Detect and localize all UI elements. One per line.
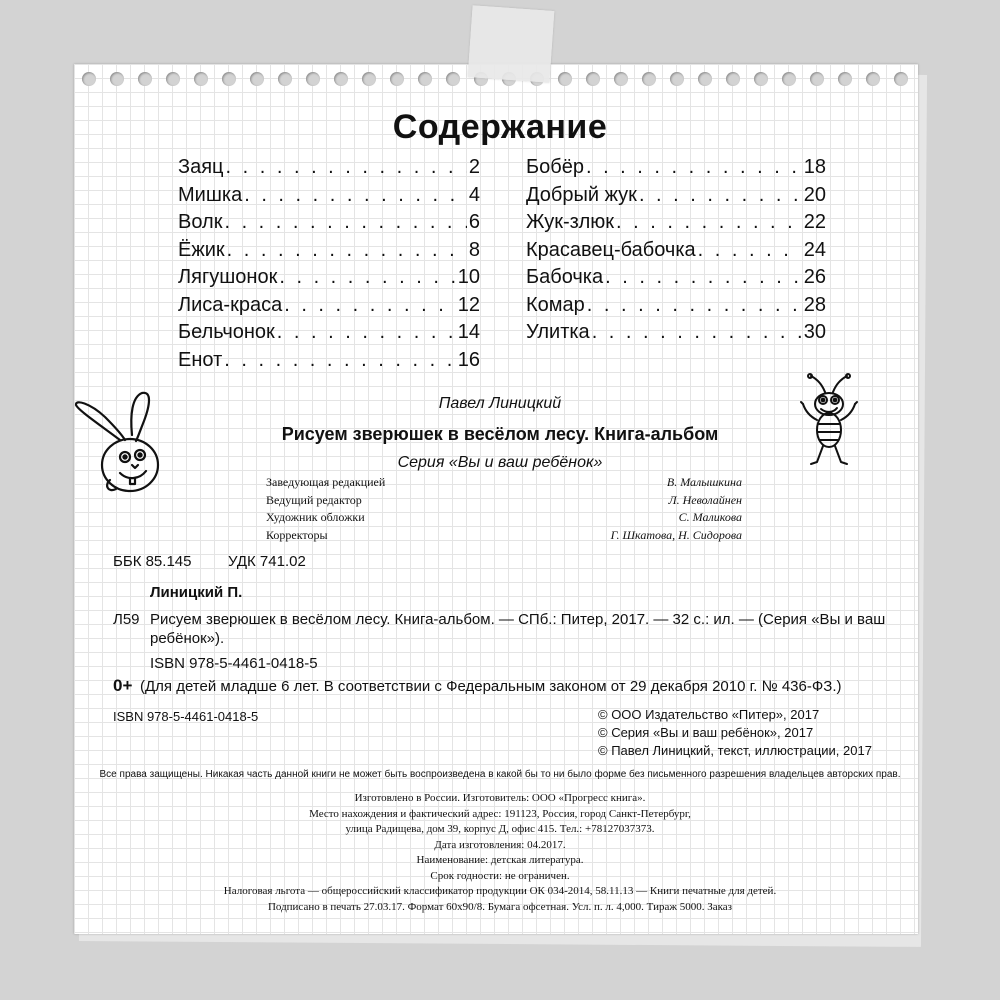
toc-entry-page: 24 — [803, 238, 826, 261]
binder-hole — [810, 72, 824, 86]
imprint-line: Изготовлено в России. Изготовитель: ООО «Прогресс книга». — [354, 792, 646, 804]
toc-entry-label: Ёжик — [178, 238, 225, 261]
udk-code: УДК 741.02 — [228, 553, 306, 570]
rights-notice: Все права защищены. Никакая часть данной книги не может быть воспроизведена в какой бы то ни было форме без письменного разрешения владельцев авторских прав. — [99, 769, 901, 780]
toc-entry-label: Добрый жук — [526, 183, 637, 206]
credit-row — [266, 475, 742, 493]
toc-entry-page: 14 — [457, 321, 480, 343]
toc-entry-page: 6 — [468, 211, 480, 233]
toc-dot-leader — [226, 156, 467, 179]
toc-entry-page: 4 — [468, 183, 480, 206]
toc-entry-label: Лягушонок — [178, 266, 278, 288]
binder-hole — [306, 72, 320, 86]
binder-hole — [194, 72, 208, 86]
binder-hole — [250, 72, 264, 86]
toc-entry — [178, 239, 480, 267]
binder-hole — [670, 72, 684, 86]
toc-entry — [526, 184, 826, 212]
credit-name: В. Малышкина — [666, 475, 742, 489]
binder-hole — [418, 72, 432, 86]
toc-entry — [178, 211, 480, 239]
imprint-line: улица Радищева, дом 39, корпус Д, офис 415. Тел.: +78127037373. — [345, 823, 655, 835]
binder-hole — [390, 72, 404, 86]
binder-hole — [838, 72, 852, 86]
imprint-line: Налоговая льгота — общероссийский классификатор продукции ОК 034-2014, 58.11.13 — Книги печатные для детей. — [223, 885, 777, 897]
toc-dot-leader — [616, 211, 802, 234]
credit-name: Г. Шкатова, Н. Сидорова — [610, 527, 742, 542]
toc-entry-label: Бобёр — [526, 156, 584, 178]
toc-entry-label: Бельчонок — [178, 321, 275, 343]
toc-dot-leader — [284, 294, 456, 317]
toc-dot-leader — [224, 211, 466, 234]
credit-name: С. Маликова — [678, 510, 742, 524]
binder-hole — [586, 72, 600, 86]
toc-entry-page: 2 — [468, 156, 480, 178]
toc-dot-leader — [244, 184, 467, 207]
toc-dot-leader — [639, 184, 802, 207]
toc-entry — [526, 239, 826, 267]
binder-hole — [558, 72, 572, 86]
toc-right-column — [526, 156, 826, 349]
toc-dot-leader — [698, 239, 802, 262]
binder-hole — [110, 72, 124, 86]
toc-entry — [178, 349, 480, 377]
copyright-line: © Серия «Вы и ваш ребёнок», 2017 — [598, 725, 814, 740]
binder-hole — [782, 72, 796, 86]
credit-row — [266, 493, 742, 511]
toc-entry-page: 18 — [803, 156, 826, 178]
binder-hole — [82, 72, 96, 86]
toc-dot-leader — [587, 294, 802, 317]
binder-hole — [754, 72, 768, 86]
imprint-line: Срок годности: не ограничен. — [430, 869, 570, 882]
book-title: Рисуем зверюшек в весёлом лесу. Книга-альбом — [281, 424, 719, 444]
toc-entry-page: 10 — [457, 266, 480, 288]
toc-entry-page: 16 — [457, 348, 480, 371]
imprint-line: Подписано в печать 27.03.17. Формат 60х90/8. Бумага офсетная. Усл. п. л. 4,000. Тираж 5000. Заказ — [267, 900, 733, 913]
toc-entry-label: Жук-злюк — [526, 211, 615, 233]
age-rating: 0+ — [113, 676, 133, 695]
credit-role: Ведущий редактор — [266, 492, 362, 507]
binder-hole — [446, 72, 460, 86]
copyright-line: © ООО Издательство «Питер», 2017 — [598, 707, 820, 722]
toc-dot-leader — [279, 266, 455, 289]
catalog-description-1: Рисуем зверюшек в весёлом лесу. Книга-альбом. — СПб.: Питер, 2017. — 32 с.: ил. — (Серия «Вы и ваш — [150, 611, 886, 628]
toc-dot-leader — [224, 349, 456, 372]
catalog-code: Л59 — [113, 611, 140, 628]
series-name: Серия «Вы и ваш ребёнок» — [397, 454, 603, 471]
binder-hole — [698, 72, 712, 86]
bbk-code: ББК 85.145 — [113, 553, 192, 570]
toc-entry-label: Красавец-бабочка — [526, 238, 696, 261]
toc-entry-page: 12 — [457, 293, 480, 316]
binder-hole — [726, 72, 740, 86]
author-name: Павел Линицкий — [438, 395, 562, 412]
credit-role: Корректоры — [266, 527, 328, 542]
toc-dot-leader — [227, 239, 467, 262]
binder-hole — [642, 72, 656, 86]
toc-entry — [526, 321, 826, 349]
catalog-description-2: ребёнок»). — [150, 630, 225, 647]
credit-role: Художник обложки — [266, 510, 365, 524]
toc-entry — [178, 156, 480, 184]
binder-hole — [614, 72, 628, 86]
toc-entry-label: Заяц — [178, 156, 224, 178]
toc-dot-leader — [277, 321, 456, 344]
author-heading: Линицкий П. — [150, 584, 243, 601]
tape-strip — [468, 5, 555, 83]
toc-entry — [178, 184, 480, 212]
toc-entry-label: Волк — [178, 211, 223, 233]
binder-hole — [278, 72, 292, 86]
toc-entry-page: 20 — [803, 183, 826, 206]
binder-hole — [222, 72, 236, 86]
toc-entry-label: Мишка — [178, 183, 243, 206]
binder-hole — [362, 72, 376, 86]
toc-dot-leader — [586, 156, 802, 179]
toc-entry-page: 8 — [468, 238, 480, 261]
binder-hole — [894, 72, 908, 86]
toc-dot-leader — [592, 321, 802, 344]
toc-entry — [178, 321, 480, 349]
binder-hole — [866, 72, 880, 86]
toc-entry-page: 28 — [803, 293, 826, 316]
age-rating-note: (Для детей младше 6 лет. В соответствии с Федеральным законом от 29 декабря 2010 г. № 436-ФЗ.) — [140, 678, 842, 695]
credit-role: Заведующая редакцией — [266, 475, 386, 489]
toc-entry — [178, 266, 480, 294]
credits-list — [266, 475, 742, 545]
imprint-line: Место нахождения и фактический адрес: 191123, Россия, город Санкт-Петербург, — [309, 807, 691, 820]
isbn-bottom: ISBN 978-5-4461-0418-5 — [113, 709, 259, 724]
copyright-block — [598, 707, 872, 761]
toc-entry — [526, 266, 826, 294]
binder-hole — [166, 72, 180, 86]
credit-row — [266, 528, 742, 546]
toc-entry — [526, 156, 826, 184]
toc-left-column — [178, 156, 480, 376]
toc-entry — [526, 294, 826, 322]
imprint-line: Наименование: детская литература. — [416, 854, 584, 866]
toc-entry-page: 26 — [803, 266, 826, 288]
toc-entry-label: Енот — [178, 348, 223, 371]
toc-entry-page: 22 — [803, 211, 826, 233]
toc-entry-label: Лиса-краса — [178, 293, 283, 316]
toc-entry — [178, 294, 480, 322]
toc-entry — [526, 211, 826, 239]
toc-entry-label: Бабочка — [526, 266, 604, 288]
toc-entry-page: 30 — [803, 321, 826, 343]
toc-dot-leader — [605, 266, 802, 289]
imprint-block — [0, 792, 1000, 916]
toc-entry-label: Комар — [526, 293, 585, 316]
credit-name: Л. Неволайнен — [668, 492, 742, 507]
toc-title: Содержание — [392, 108, 608, 146]
credit-row — [266, 510, 742, 528]
binder-hole — [138, 72, 152, 86]
binder-hole — [334, 72, 348, 86]
copyright-line: © Павел Линицкий, текст, иллюстрации, 2017 — [598, 743, 872, 758]
toc-entry-label: Улитка — [526, 321, 590, 343]
imprint-line: Дата изготовления: 04.2017. — [434, 838, 566, 851]
catalog-isbn: ISBN 978-5-4461-0418-5 — [150, 655, 318, 672]
